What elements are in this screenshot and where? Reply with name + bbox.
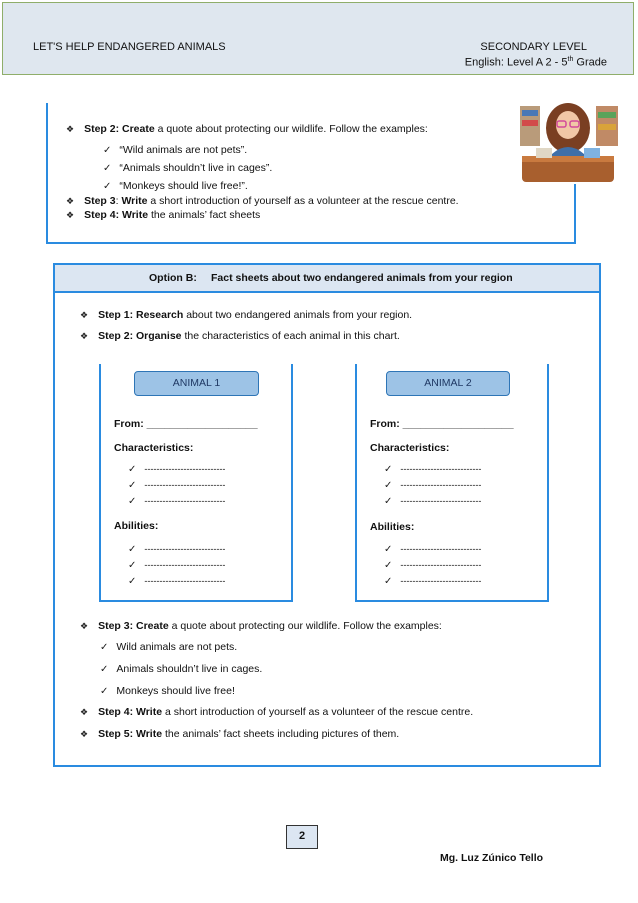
list-item: ✓ --------------------------- — [128, 480, 226, 491]
list-item: ✓ --------------------------- — [384, 544, 482, 555]
option-a-step2: ❖ Step 2: Create a quote about protecting our wildlife. Follow the examples: — [66, 123, 428, 135]
option-b-step5: ❖ Step 5: Write the animals’ fact sheets including pictures of them. — [80, 728, 400, 740]
check-icon: ✓ — [103, 145, 112, 156]
diamond-bullet-icon: ❖ — [80, 621, 89, 631]
animal-1-characteristics-label: Characteristics: — [114, 442, 194, 454]
check-icon: ✓ — [100, 642, 109, 653]
check-icon: ✓ — [100, 664, 109, 675]
list-item: ✓ --------------------------- — [384, 464, 482, 475]
animal-2-from: From: ___________________ — [370, 418, 514, 430]
diamond-bullet-icon: ❖ — [80, 729, 89, 739]
check-icon: ✓ — [128, 496, 137, 507]
diamond-bullet-icon: ❖ — [80, 310, 89, 320]
option-b-label: Option B: — [149, 272, 197, 284]
check-icon: ✓ — [384, 544, 393, 555]
animal-2-pill: ANIMAL 2 — [386, 371, 510, 396]
option-b-title: Fact sheets about two endangered animals from your region — [211, 272, 513, 284]
option-b-example-1: ✓ Wild animals are not pets. — [100, 641, 238, 653]
option-b-step2: ❖ Step 2: Organise the characteristics of each animal in this chart. — [80, 330, 400, 342]
animal-1-pill: ANIMAL 1 — [134, 371, 259, 396]
diamond-bullet-icon: ❖ — [66, 196, 75, 206]
check-icon: ✓ — [384, 576, 393, 587]
list-item: ✓ --------------------------- — [128, 496, 226, 507]
check-icon: ✓ — [384, 496, 393, 507]
list-item: ✓ --------------------------- — [128, 560, 226, 571]
diamond-bullet-icon: ❖ — [66, 124, 75, 134]
check-icon: ✓ — [128, 560, 137, 571]
check-icon: ✓ — [103, 181, 112, 192]
check-icon: ✓ — [384, 464, 393, 475]
check-icon: ✓ — [100, 686, 109, 697]
option-b-step1: ❖ Step 1: Research about two endangered animals from your region. — [80, 309, 413, 321]
diamond-bullet-icon: ❖ — [66, 210, 75, 220]
header-title: LET'S HELP ENDANGERED ANIMALS — [33, 41, 226, 53]
header-grade: English: Level A 2 - 5th Grade — [464, 56, 607, 69]
teacher-avatar-image — [516, 98, 620, 184]
option-a-step4: ❖ Step 4: Write the animals’ fact sheets — [66, 209, 261, 221]
list-item: ✓ --------------------------- — [384, 496, 482, 507]
list-item: ✓ --------------------------- — [384, 560, 482, 571]
check-icon: ✓ — [384, 560, 393, 571]
author-signature: Mg. Luz Zúnico Tello — [440, 852, 544, 864]
check-icon: ✓ — [128, 464, 137, 475]
option-b-step4: ❖ Step 4: Write a short introduction of yourself as a volunteer of the rescue centre. — [80, 706, 474, 718]
list-item: ✓ --------------------------- — [128, 544, 226, 555]
animal-2-abilities-label: Abilities: — [370, 521, 415, 533]
option-b-example-3: ✓ Monkeys should live free! — [100, 685, 235, 697]
page-number: 2 — [286, 825, 318, 849]
page-header — [2, 2, 634, 75]
option-b-header — [53, 263, 601, 293]
option-a-step3: ❖ Step 3: Write a short introduction of yourself as a volunteer at the rescue centre. — [66, 195, 459, 207]
list-item: ✓ --------------------------- — [128, 464, 226, 475]
check-icon: ✓ — [103, 163, 112, 174]
option-b-step3: ❖ Step 3: Create a quote about protecting our wildlife. Follow the examples: — [80, 620, 442, 632]
check-icon: ✓ — [128, 576, 137, 587]
animal-1-abilities-label: Abilities: — [114, 520, 159, 532]
animal-2-characteristics-label: Characteristics: — [370, 442, 450, 454]
diamond-bullet-icon: ❖ — [80, 331, 89, 341]
animal-1-from: From: ___________________ — [114, 418, 258, 430]
list-item: ✓ --------------------------- — [384, 576, 482, 587]
list-item: ✓ --------------------------- — [384, 480, 482, 491]
list-item: ✓ --------------------------- — [128, 576, 226, 587]
option-a-example-1: ✓ “Wild animals are not pets”. — [103, 144, 248, 156]
header-level: SECONDARY LEVEL — [480, 41, 587, 53]
option-b-example-2: ✓ Animals shouldn’t live in cages. — [100, 663, 263, 675]
check-icon: ✓ — [128, 480, 137, 491]
check-icon: ✓ — [384, 480, 393, 491]
diamond-bullet-icon: ❖ — [80, 707, 89, 717]
check-icon: ✓ — [128, 544, 137, 555]
option-a-example-3: ✓ “Monkeys should live free!”. — [103, 180, 248, 192]
option-a-example-2: ✓ “Animals shouldn’t live in cages”. — [103, 162, 273, 174]
